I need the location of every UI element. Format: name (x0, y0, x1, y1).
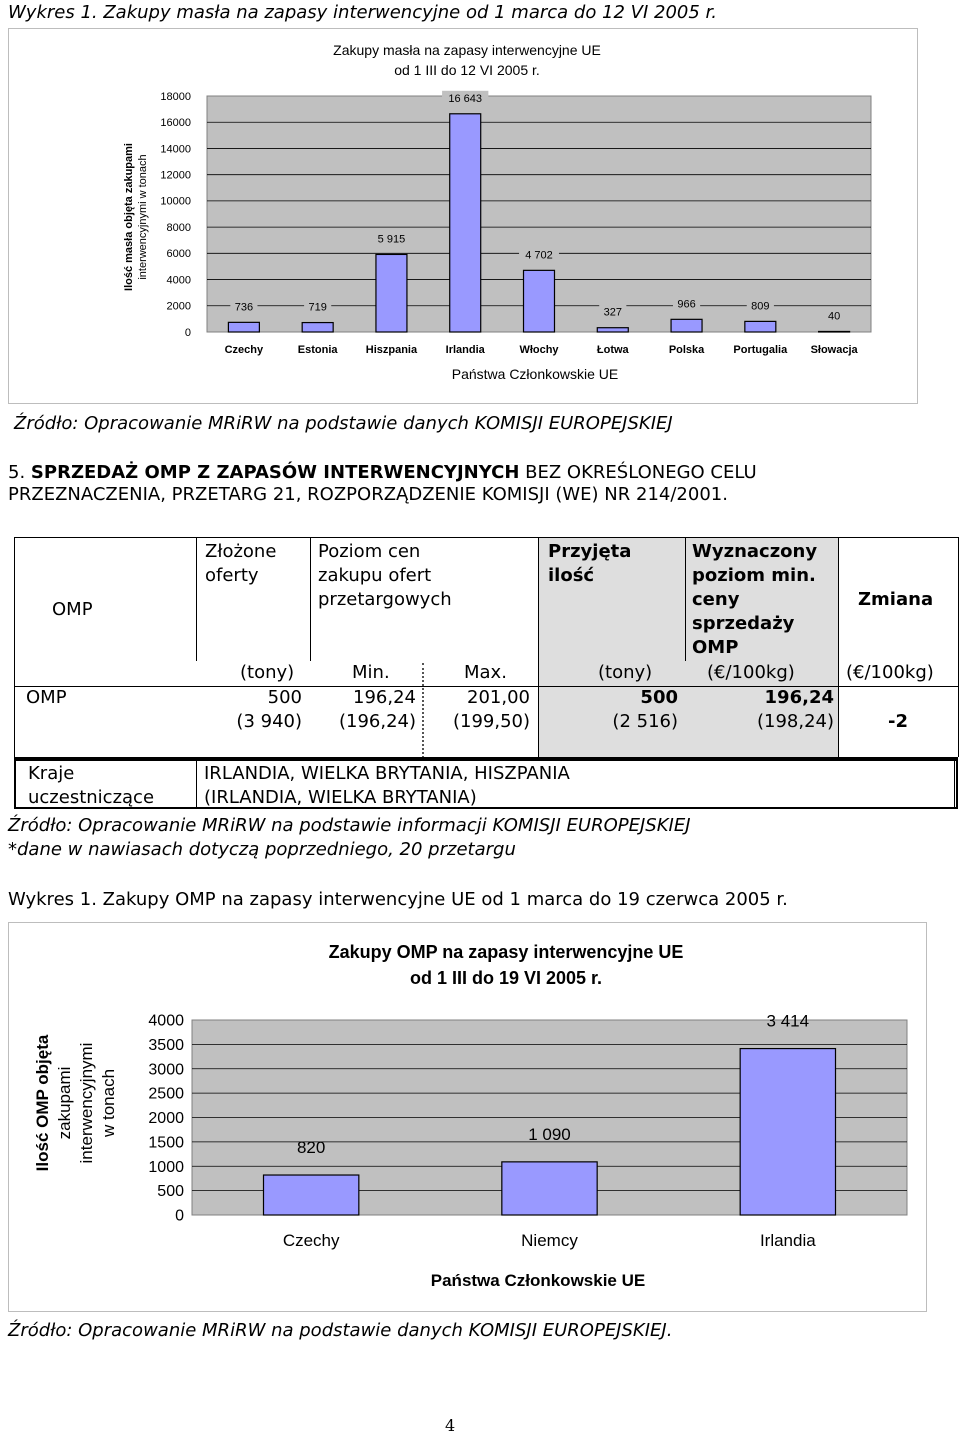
col-header-przyjeta-1: Przyjęta (548, 541, 632, 562)
chart-2-ylabel-line3: interwencyjnymi (77, 1042, 96, 1164)
chart-1-xlabel: Państwa Członkowskie UE (451, 366, 619, 382)
value-max-prev: (199,50) (452, 711, 530, 732)
source-note-1: Źródło: Opracowanie MRiRW na podstawie danych KOMISJI EUROPEJSKIEJ (14, 413, 673, 434)
y-tick-label: 1500 (148, 1134, 184, 1152)
data-label: 966 (677, 298, 696, 311)
value-min: 196,24 (353, 687, 416, 708)
value-zmiana: -2 (888, 711, 908, 732)
y-tick-label: 2500 (148, 1085, 184, 1103)
value-poziom: 196,24 (764, 687, 834, 708)
value-min-prev: (196,24) (338, 711, 416, 732)
chart-2-ylabel-line2: zakupami (55, 1066, 74, 1140)
y-tick-label: 16000 (160, 117, 191, 130)
section-number: 5. (8, 462, 26, 483)
y-tick-label: 0 (175, 1207, 184, 1225)
data-label: 5 915 (377, 233, 406, 246)
col-header-omp: OMP (52, 599, 93, 620)
participants-value-2: (IRLANDIA, WIELKA BRYTANIA) (204, 787, 477, 808)
data-label: 40 (827, 310, 841, 323)
value-poziom-prev: (198,24) (756, 711, 834, 732)
chart-2-ylabel-line4: w tonach (99, 1068, 118, 1138)
row-label-omp: OMP (26, 687, 67, 708)
participants-value-1: IRLANDIA, WIELKA BRYTANIA, HISZPANIA (204, 763, 570, 784)
section-title-rest: BEZ OKREŚLONEGO CELU (525, 462, 757, 483)
section-title-line2: PRZEZNACZENIA, PRZETARG 21, ROZPORZĄDZENIE KOMISJI (WE) NR 214/2001. (8, 484, 728, 505)
y-tick-label: 6000 (166, 248, 191, 261)
y-tick-label: 8000 (166, 221, 191, 234)
x-tick-label: Włochy (519, 344, 559, 356)
previous-tender-note: *dane w nawiasach dotyczą poprzedniego, 20 przetargu (8, 839, 516, 860)
x-tick-label: Niemcy (521, 1231, 578, 1250)
col-header-przyjeta-2: ilość (548, 565, 595, 586)
y-tick-label: 2000 (166, 300, 191, 313)
bar-niemcy (502, 1162, 597, 1215)
data-label: 820 (296, 1138, 326, 1158)
chart-1-ylabel-line2: interwencyjnymi w tonach (137, 154, 149, 280)
chart-2-ylabel-line1: Ilość OMP objęta (33, 1034, 52, 1172)
y-tick-label: 4000 (166, 274, 191, 287)
x-tick-label: Czechy (282, 1231, 340, 1250)
x-tick-label: Hiszpania (365, 344, 418, 356)
chart-2-title-line1: Zakupy OMP na zapasy interwencyjne UE (328, 942, 684, 962)
y-tick-label: 3000 (148, 1061, 184, 1079)
col-header-poziom-1: Poziom cen (318, 541, 421, 562)
section-title-bold: SPRZEDAŻ OMP Z ZAPASÓW INTERWENCYJNYCH (30, 462, 520, 483)
value-ilosc: 500 (640, 687, 678, 708)
y-tick-label: 14000 (160, 143, 191, 156)
unit-tony-2: (tony) (598, 662, 653, 683)
y-tick-label: 18000 (160, 90, 191, 103)
col-header-zlozone-1: Złożone (205, 541, 277, 562)
chart-1-title-line1: Zakupy masła na zapasy interwencyjne UE (333, 42, 601, 58)
col-header-zmiana: Zmiana (858, 589, 934, 610)
bar-irlandia (740, 1049, 835, 1215)
col-header-wyznaczony-3: ceny (692, 589, 740, 610)
chart-1-title-line2: od 1 III do 12 VI 2005 r. (394, 62, 540, 78)
unit-min: Min. (352, 662, 390, 683)
data-label: 719 (308, 301, 327, 314)
chart-2-xlabel: Państwa Członkowskie UE (430, 1271, 646, 1290)
x-tick-label: Portugalia (733, 344, 788, 356)
unit-eur-2: (€/100kg) (846, 662, 934, 683)
x-tick-label: Polska (668, 344, 705, 356)
y-tick-label: 10000 (160, 195, 191, 208)
col-header-zlozone-2: oferty (205, 565, 259, 586)
x-tick-label: Estonia (297, 344, 338, 356)
participants-label-1: Kraje (28, 763, 75, 784)
chart-1-ylabel-line1: Ilość masła objęta zakupami (123, 143, 135, 291)
col-header-wyznaczony-5: OMP (692, 637, 739, 658)
col-header-wyznaczony-4: sprzedaży (692, 613, 795, 634)
data-label: 1 090 (528, 1124, 571, 1144)
chart-2-frame (8, 922, 927, 1312)
data-label: 809 (751, 300, 770, 313)
participants-label-2: uczestniczące (28, 787, 155, 808)
source-note-3: Źródło: Opracowanie MRiRW na podstawie danych KOMISJI EUROPEJSKIEJ. (8, 1320, 673, 1341)
unit-eur: (€/100kg) (707, 662, 795, 683)
x-tick-label: Łotwa (596, 344, 629, 356)
figure-caption-2: Wykres 1. Zakupy OMP na zapasy interwencyjne UE od 1 marca do 19 czerwca 2005 r. (8, 889, 788, 910)
data-label: 4 702 (525, 249, 553, 262)
unit-tony: (tony) (240, 662, 295, 683)
value-ilosc-prev: (2 516) (612, 711, 678, 732)
col-header-poziom-3: przetargowych (318, 589, 452, 610)
unit-max: Max. (464, 662, 507, 683)
y-tick-label: 500 (157, 1183, 184, 1201)
y-tick-label: 3500 (148, 1036, 184, 1054)
col-header-wyznaczony-2: poziom min. (692, 565, 816, 586)
chart-2-title-line2: od 1 III do 19 VI 2005 r. (409, 968, 603, 988)
col-header-poziom-2: zakupu ofert (318, 565, 432, 586)
data-label: 327 (603, 306, 622, 319)
page-number: 4 (445, 1416, 456, 1435)
col-header-wyznaczony-1: Wyznaczony (692, 541, 818, 562)
value-max: 201,00 (467, 687, 530, 708)
value-oferty: 500 (267, 687, 302, 708)
x-tick-label: Czechy (224, 344, 264, 356)
figure-caption-1: Wykres 1. Zakupy masła na zapasy interwencyjne od 1 marca do 12 VI 2005 r. (8, 2, 718, 23)
y-tick-label: 4000 (148, 1012, 184, 1030)
source-note-2: Źródło: Opracowanie MRiRW na podstawie informacji KOMISJI EUROPEJSKIEJ (8, 815, 691, 836)
data-label: 736 (234, 301, 254, 314)
data-label: 3 414 (766, 1011, 810, 1031)
y-tick-label: 1000 (148, 1158, 184, 1176)
x-tick-label: Irlandia (445, 344, 485, 356)
y-tick-label: 12000 (160, 169, 191, 182)
value-oferty-prev: (3 940) (236, 711, 302, 732)
x-tick-label: Irlandia (759, 1231, 816, 1250)
data-label: 16 643 (448, 92, 483, 105)
y-tick-label: 0 (184, 326, 191, 339)
y-tick-label: 2000 (148, 1110, 184, 1128)
chart-2 (9, 923, 926, 1311)
bar-czechy (264, 1175, 359, 1215)
x-tick-label: Słowacja (810, 344, 858, 356)
